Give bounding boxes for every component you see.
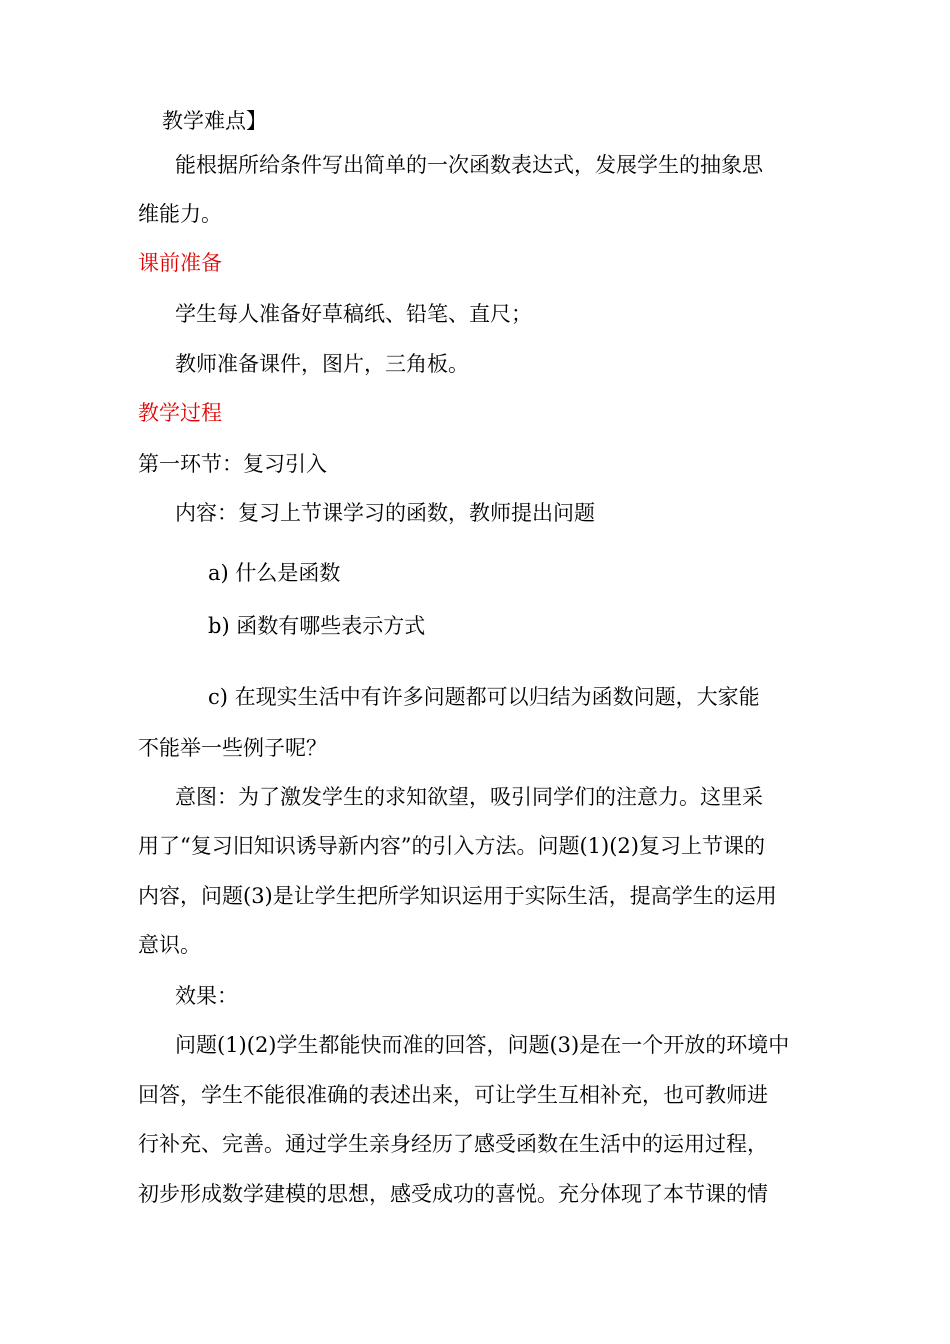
- section-heading-prep: 课前准备: [138, 251, 222, 275]
- intent-paragraph-line-1: 意图：为了激发学生的求知欲望，吸引同学们的注意力。这里采: [175, 785, 763, 809]
- effect-label: 效果：: [175, 984, 238, 1008]
- step1-title: 第一环节：复习引入: [138, 452, 327, 476]
- effect-paragraph-line-4: 初步形成数学建模的思想，感受成功的喜悦。充分体现了本节课的情: [138, 1182, 768, 1206]
- intent-paragraph-line-4: 意识。: [138, 933, 201, 957]
- difficulty-paragraph-line-2: 维能力。: [138, 202, 222, 226]
- effect-paragraph-line-3: 行补充、完善。通过学生亲身经历了感受函数在生活中的运用过程，: [138, 1132, 768, 1156]
- prep-teacher: 教师准备课件，图片，三角板。: [175, 352, 469, 376]
- step1-content: 内容：复习上节课学习的函数，教师提出问题: [175, 501, 595, 525]
- section-heading-process: 教学过程: [138, 401, 222, 425]
- question-c-line-2: 不能举一些例子呢？: [138, 736, 327, 760]
- difficulty-heading: 教学难点】: [162, 109, 267, 133]
- intent-paragraph-line-2: 用了“复习旧知识诱导新内容”的引入方法。问题(1)(2)复习上节课的: [138, 834, 765, 858]
- effect-paragraph-line-1: 问题(1)(2)学生都能快而准的回答，问题(3)是在一个开放的环境中: [175, 1033, 790, 1057]
- effect-paragraph-line-2: 回答，学生不能很准确的表述出来，可让学生互相补充，也可教师进: [138, 1083, 768, 1107]
- prep-students: 学生每人准备好草稿纸、铅笔、直尺；: [175, 302, 532, 326]
- difficulty-paragraph-line-1: 能根据所给条件写出简单的一次函数表达式，发展学生的抽象思: [175, 153, 763, 177]
- question-b: b) 函数有哪些表示方式: [208, 614, 426, 638]
- question-c-line-1: c) 在现实生活中有许多问题都可以归结为函数问题，大家能: [208, 685, 760, 709]
- intent-paragraph-line-3: 内容，问题(3)是让学生把所学知识运用于实际生活，提高学生的运用: [138, 884, 777, 908]
- question-a: a) 什么是函数: [208, 561, 341, 585]
